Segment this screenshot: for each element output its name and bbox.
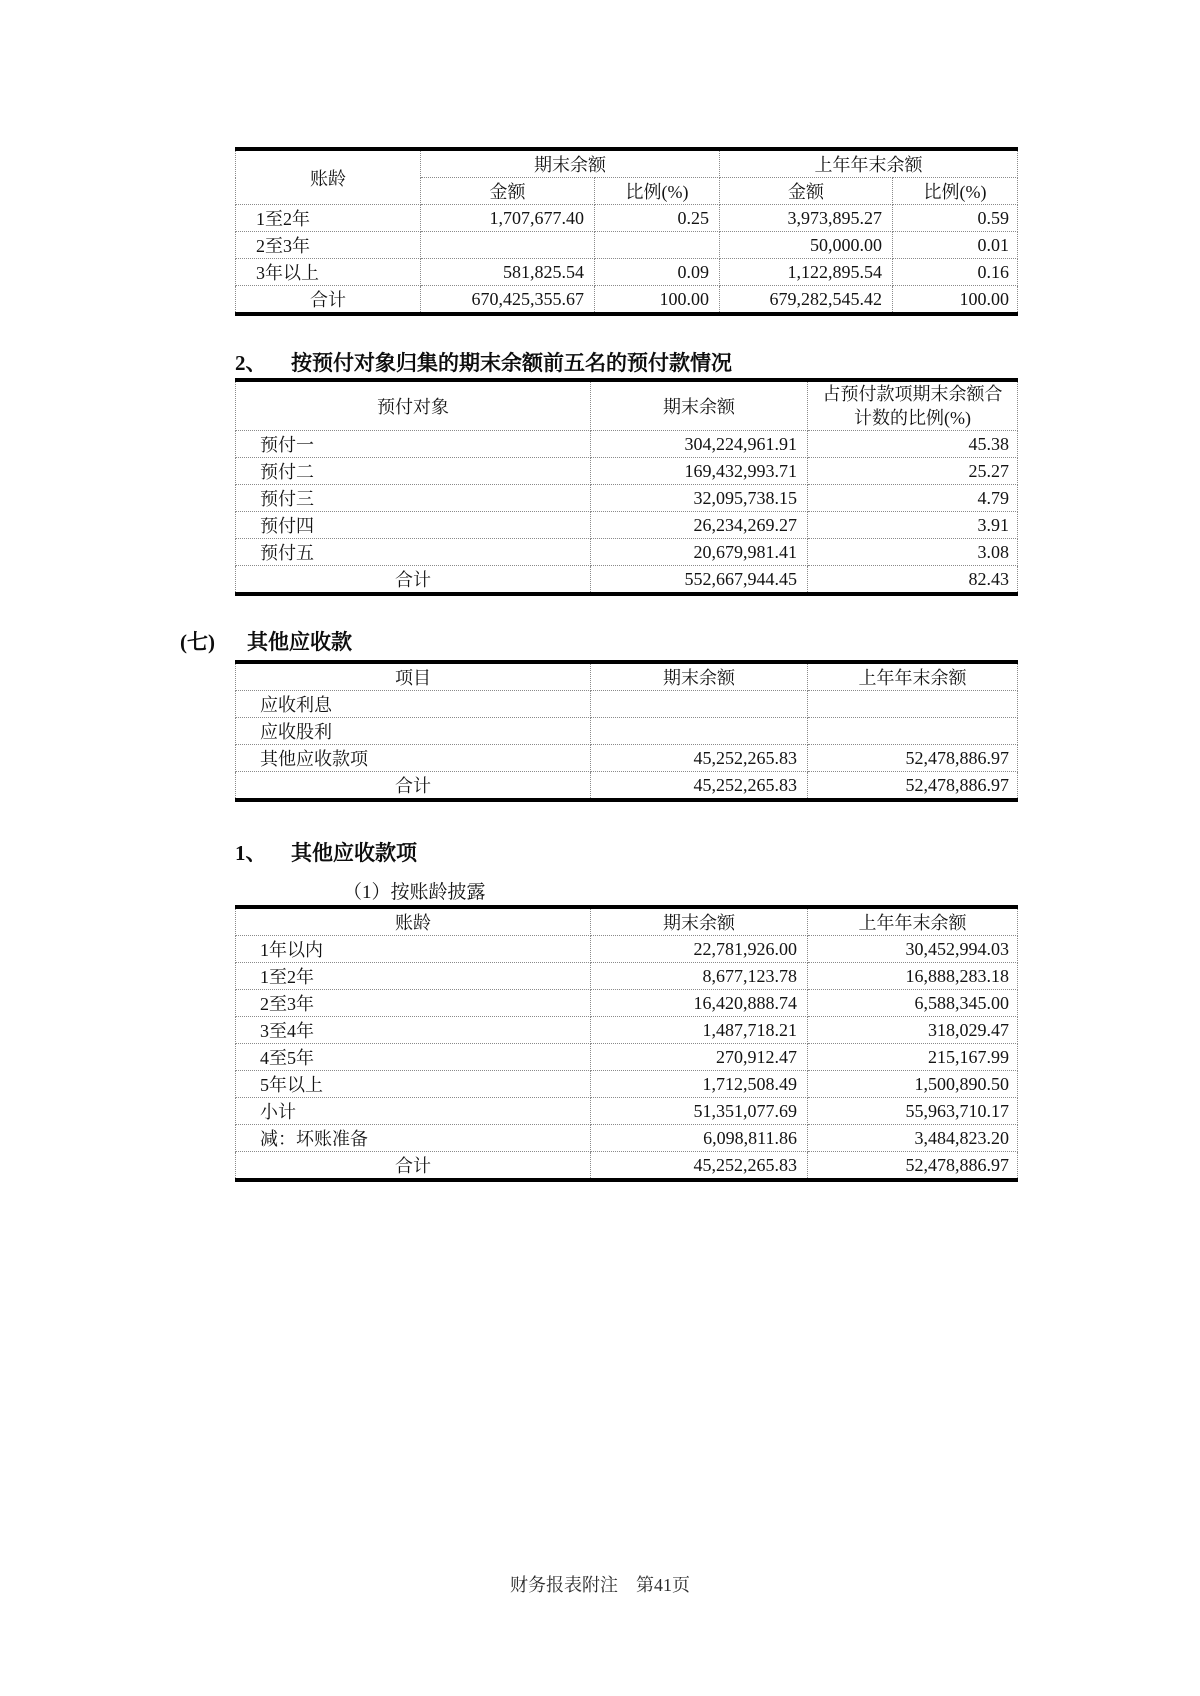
cell-amount: 30,452,994.03: [808, 936, 1018, 963]
sub-header-amount: 金额: [720, 178, 893, 205]
cell-amount: 318,029.47: [808, 1017, 1018, 1044]
sub-header-amount: 金额: [421, 178, 595, 205]
cell-amount: 1,487,718.21: [591, 1017, 808, 1044]
section-title: 其他应收款: [247, 630, 352, 654]
table-row: [236, 539, 1018, 566]
column-header-period-end: 期末余额: [591, 907, 808, 936]
table-row: [236, 1071, 1018, 1098]
cell-ratio: 100.00: [893, 286, 1018, 315]
table-row: [236, 458, 1018, 485]
row-label: 2至3年: [236, 990, 591, 1017]
column-header-aging: 账龄: [236, 907, 591, 936]
cell-amount: 6,098,811.86: [591, 1125, 808, 1152]
cell-amount: 1,122,895.54: [720, 259, 893, 286]
row-label: 预付二: [236, 458, 591, 485]
prepayment-aging-table: [235, 147, 1018, 316]
cell-ratio: 25.27: [808, 458, 1018, 485]
cell-amount: 50,000.00: [720, 232, 893, 259]
column-header-prior-year: 上年年末余额: [808, 907, 1018, 936]
sub-header-ratio: 比例(%): [893, 178, 1018, 205]
column-header-period-end: 期末余额: [591, 380, 808, 431]
total-label: 合计: [236, 286, 421, 315]
cell-amount: 52,478,886.97: [808, 1152, 1018, 1181]
total-row: [236, 1152, 1018, 1181]
cell-amount: 3,973,895.27: [720, 205, 893, 232]
other-receivables-aging-table: [235, 905, 1018, 1182]
cell-amount: 670,425,355.67: [421, 286, 595, 315]
column-header-ratio: 占预付款项期末余额合计数的比例(%): [808, 380, 1018, 431]
cell-amount: [808, 691, 1018, 718]
cell-ratio: 4.79: [808, 485, 1018, 512]
table-row: [236, 259, 1018, 286]
cell-ratio: 82.43: [808, 566, 1018, 595]
cell-amount: 581,825.54: [421, 259, 595, 286]
row-label: 1至2年: [236, 963, 591, 990]
table-row: [236, 1044, 1018, 1071]
group-header-period-end: 期末余额: [421, 149, 720, 178]
subsection-heading-aging-disclosure: （1）按账龄披露: [343, 882, 486, 903]
cell-amount: 22,781,926.00: [591, 936, 808, 963]
cell-ratio: 100.00: [595, 286, 720, 315]
cell-ratio: 0.59: [893, 205, 1018, 232]
table-row: [236, 232, 1018, 259]
cell-amount: 20,679,981.41: [591, 539, 808, 566]
cell-amount: 45,252,265.83: [591, 772, 808, 801]
row-label: 其他应收款项: [236, 745, 591, 772]
cell-amount: 45,252,265.83: [591, 745, 808, 772]
total-row: [236, 566, 1018, 595]
table-row: [236, 745, 1018, 772]
cell-amount: 552,667,944.45: [591, 566, 808, 595]
cell-amount: [421, 232, 595, 259]
table-row: [236, 431, 1018, 458]
cell-amount: 32,095,738.15: [591, 485, 808, 512]
cell-amount: 1,500,890.50: [808, 1071, 1018, 1098]
cell-ratio: 3.91: [808, 512, 1018, 539]
table-row: [236, 1017, 1018, 1044]
total-label: 合计: [236, 566, 591, 595]
column-header-period-end: 期末余额: [591, 662, 808, 691]
table-row: [236, 1125, 1018, 1152]
row-label: 预付三: [236, 485, 591, 512]
page-footer: 财务报表附注 第41页: [510, 1575, 690, 1595]
cell-ratio: 0.09: [595, 259, 720, 286]
row-label: 预付五: [236, 539, 591, 566]
sub-header-ratio: 比例(%): [595, 178, 720, 205]
total-label: 合计: [236, 772, 591, 801]
cell-amount: [591, 718, 808, 745]
cell-amount: 55,963,710.17: [808, 1098, 1018, 1125]
cell-ratio: [595, 232, 720, 259]
row-label: 5年以上: [236, 1071, 591, 1098]
cell-amount: 679,282,545.42: [720, 286, 893, 315]
cell-amount: 169,432,993.71: [591, 458, 808, 485]
row-label: 减：坏账准备: [236, 1125, 591, 1152]
row-label: 小计: [236, 1098, 591, 1125]
row-label: 预付一: [236, 431, 591, 458]
cell-amount: [808, 718, 1018, 745]
table-row: [236, 205, 1018, 232]
table-row: [236, 936, 1018, 963]
table-row: [236, 1098, 1018, 1125]
total-label: 合计: [236, 1152, 591, 1181]
row-label: 预付四: [236, 512, 591, 539]
cell-ratio: 0.16: [893, 259, 1018, 286]
cell-amount: 6,588,345.00: [808, 990, 1018, 1017]
cell-ratio: 0.01: [893, 232, 1018, 259]
cell-amount: 215,167.99: [808, 1044, 1018, 1071]
other-receivables-summary-table: [235, 660, 1018, 802]
cell-amount: 26,234,269.27: [591, 512, 808, 539]
cell-ratio: 3.08: [808, 539, 1018, 566]
column-header-prior-year: 上年年末余额: [808, 662, 1018, 691]
cell-amount: 51,351,077.69: [591, 1098, 808, 1125]
section-number: 1、: [235, 841, 267, 865]
cell-amount: 45,252,265.83: [591, 1152, 808, 1181]
cell-amount: 16,888,283.18: [808, 963, 1018, 990]
section-number: 2、: [235, 351, 267, 375]
section-heading-other-items: [235, 840, 417, 866]
total-row: [236, 772, 1018, 801]
table-row: [236, 512, 1018, 539]
row-label: 1年以内: [236, 936, 591, 963]
column-header-item: 项目: [236, 662, 591, 691]
row-label: 应收股利: [236, 718, 591, 745]
top5-prepayments-table: [235, 378, 1018, 596]
cell-amount: 52,478,886.97: [808, 772, 1018, 801]
section-title: 其他应收款项: [291, 841, 417, 865]
section-title: 按预付对象归集的期末余额前五名的预付款情况: [291, 351, 732, 375]
cell-amount: 270,912.47: [591, 1044, 808, 1071]
row-label: 1至2年: [236, 205, 421, 232]
cell-amount: 1,712,508.49: [591, 1071, 808, 1098]
group-header-prior-year: 上年年末余额: [720, 149, 1018, 178]
cell-amount: 304,224,961.91: [591, 431, 808, 458]
table-row: [236, 718, 1018, 745]
row-label: 2至3年: [236, 232, 421, 259]
cell-amount: 16,420,888.74: [591, 990, 808, 1017]
cell-ratio: 45.38: [808, 431, 1018, 458]
table-row: [236, 691, 1018, 718]
cell-amount: [591, 691, 808, 718]
section-heading-other-receivables: [180, 629, 352, 655]
table-row: [236, 990, 1018, 1017]
cell-ratio: 0.25: [595, 205, 720, 232]
row-label: 应收利息: [236, 691, 591, 718]
column-header-aging: 账龄: [236, 149, 421, 205]
row-label: 3至4年: [236, 1017, 591, 1044]
section-number: (七): [180, 630, 215, 654]
section-heading-top5: [235, 350, 732, 376]
cell-amount: 52,478,886.97: [808, 745, 1018, 772]
row-label: 3年以上: [236, 259, 421, 286]
column-header-object: 预付对象: [236, 380, 591, 431]
row-label: 4至5年: [236, 1044, 591, 1071]
cell-amount: 8,677,123.78: [591, 963, 808, 990]
cell-amount: 1,707,677.40: [421, 205, 595, 232]
table-row: [236, 963, 1018, 990]
total-row: [236, 286, 1018, 315]
table-row: [236, 485, 1018, 512]
cell-amount: 3,484,823.20: [808, 1125, 1018, 1152]
